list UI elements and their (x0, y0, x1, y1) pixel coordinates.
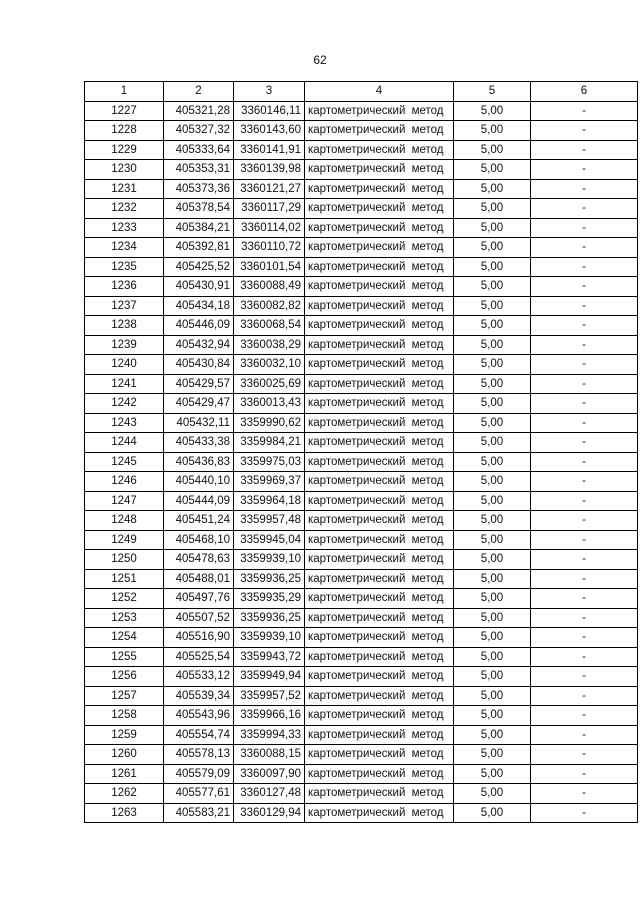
accuracy-cell: 5,00 (454, 647, 531, 667)
x-coordinate-cell: 405384,21 (164, 218, 234, 238)
accuracy-cell: 5,00 (454, 316, 531, 336)
table-row (85, 355, 638, 375)
note-cell: - (531, 335, 638, 355)
y-coordinate-cell: 3359945,04 (234, 530, 305, 550)
table-row (85, 257, 638, 277)
y-coordinate-cell: 3360143,60 (234, 121, 305, 141)
point-number-cell: 1246 (85, 472, 164, 492)
point-number-cell: 1233 (85, 218, 164, 238)
y-coordinate-cell: 3360117,29 (234, 199, 305, 219)
x-coordinate-cell: 405433,38 (164, 433, 234, 453)
note-cell: - (531, 355, 638, 375)
note-cell: - (531, 608, 638, 628)
point-number-cell: 1227 (85, 101, 164, 121)
accuracy-cell: 5,00 (454, 238, 531, 258)
point-number-cell: 1238 (85, 316, 164, 336)
note-cell: - (531, 569, 638, 589)
y-coordinate-cell: 3359957,48 (234, 511, 305, 531)
point-number-cell: 1256 (85, 667, 164, 687)
method-cell: картометрический метод (305, 316, 454, 336)
table-row (85, 218, 638, 238)
point-number-cell: 1247 (85, 491, 164, 511)
point-number-cell: 1260 (85, 745, 164, 765)
note-cell: - (531, 589, 638, 609)
table-row (85, 491, 638, 511)
point-number-cell: 1229 (85, 140, 164, 160)
note-cell: - (531, 257, 638, 277)
note-cell: - (531, 706, 638, 726)
table-row (85, 179, 638, 199)
table-row (85, 296, 638, 316)
note-cell: - (531, 374, 638, 394)
point-number-cell: 1248 (85, 511, 164, 531)
table-row (85, 394, 638, 414)
point-number-cell: 1262 (85, 784, 164, 804)
accuracy-cell: 5,00 (454, 179, 531, 199)
y-coordinate-cell: 3360101,54 (234, 257, 305, 277)
note-cell: - (531, 803, 638, 823)
x-coordinate-cell: 405497,76 (164, 589, 234, 609)
y-coordinate-cell: 3360088,15 (234, 745, 305, 765)
note-cell: - (531, 296, 638, 316)
table-row (85, 140, 638, 160)
table-row (85, 452, 638, 472)
y-coordinate-cell: 3359936,25 (234, 608, 305, 628)
method-cell: картометрический метод (305, 472, 454, 492)
y-coordinate-cell: 3359939,10 (234, 550, 305, 570)
point-number-cell: 1250 (85, 550, 164, 570)
method-cell: картометрический метод (305, 706, 454, 726)
y-coordinate-cell: 3359949,94 (234, 667, 305, 687)
point-number-cell: 1241 (85, 374, 164, 394)
point-number-cell: 1251 (85, 569, 164, 589)
table-header-row (85, 82, 638, 102)
x-coordinate-cell: 405554,74 (164, 725, 234, 745)
x-coordinate-cell: 405488,01 (164, 569, 234, 589)
table-row (85, 803, 638, 823)
point-number-cell: 1255 (85, 647, 164, 667)
y-coordinate-cell: 3360038,29 (234, 335, 305, 355)
method-cell: картометрический метод (305, 647, 454, 667)
table-row (85, 569, 638, 589)
accuracy-cell: 5,00 (454, 784, 531, 804)
accuracy-cell: 5,00 (454, 121, 531, 141)
note-cell: - (531, 530, 638, 550)
method-cell: картометрический метод (305, 686, 454, 706)
note-cell: - (531, 725, 638, 745)
table-row (85, 199, 638, 219)
table-row (85, 530, 638, 550)
accuracy-cell: 5,00 (454, 667, 531, 687)
note-cell: - (531, 647, 638, 667)
y-coordinate-cell: 3360068,54 (234, 316, 305, 336)
point-number-cell: 1263 (85, 803, 164, 823)
method-cell: картометрический метод (305, 511, 454, 531)
accuracy-cell: 5,00 (454, 335, 531, 355)
method-cell: картометрический метод (305, 160, 454, 180)
x-coordinate-cell: 405429,47 (164, 394, 234, 414)
point-number-cell: 1245 (85, 452, 164, 472)
x-coordinate-cell: 405525,54 (164, 647, 234, 667)
note-cell: - (531, 277, 638, 297)
note-cell: - (531, 745, 638, 765)
method-cell: картометрический метод (305, 725, 454, 745)
note-cell: - (531, 394, 638, 414)
accuracy-cell: 5,00 (454, 764, 531, 784)
accuracy-cell: 5,00 (454, 160, 531, 180)
method-cell: картометрический метод (305, 764, 454, 784)
accuracy-cell: 5,00 (454, 277, 531, 297)
accuracy-cell: 5,00 (454, 140, 531, 160)
note-cell: - (531, 179, 638, 199)
x-coordinate-cell: 405373,36 (164, 179, 234, 199)
point-number-cell: 1242 (85, 394, 164, 414)
note-cell: - (531, 413, 638, 433)
table-row (85, 725, 638, 745)
column-header: 5 (454, 82, 531, 102)
accuracy-cell: 5,00 (454, 569, 531, 589)
point-number-cell: 1249 (85, 530, 164, 550)
accuracy-cell: 5,00 (454, 608, 531, 628)
accuracy-cell: 5,00 (454, 472, 531, 492)
y-coordinate-cell: 3359994,33 (234, 725, 305, 745)
table-row (85, 706, 638, 726)
method-cell: картометрический метод (305, 335, 454, 355)
y-coordinate-cell: 3359975,03 (234, 452, 305, 472)
column-header: 2 (164, 82, 234, 102)
accuracy-cell: 5,00 (454, 706, 531, 726)
y-coordinate-cell: 3359969,37 (234, 472, 305, 492)
point-number-cell: 1243 (85, 413, 164, 433)
x-coordinate-cell: 405432,11 (164, 413, 234, 433)
table-row (85, 277, 638, 297)
method-cell: картометрический метод (305, 667, 454, 687)
coordinates-table (84, 81, 638, 823)
point-number-cell: 1234 (85, 238, 164, 258)
method-cell: картометрический метод (305, 413, 454, 433)
accuracy-cell: 5,00 (454, 218, 531, 238)
method-cell: картометрический метод (305, 628, 454, 648)
note-cell: - (531, 764, 638, 784)
point-number-cell: 1231 (85, 179, 164, 199)
method-cell: картометрический метод (305, 101, 454, 121)
table-row (85, 686, 638, 706)
note-cell: - (531, 238, 638, 258)
x-coordinate-cell: 405425,52 (164, 257, 234, 277)
accuracy-cell: 5,00 (454, 491, 531, 511)
x-coordinate-cell: 405430,91 (164, 277, 234, 297)
y-coordinate-cell: 3360121,27 (234, 179, 305, 199)
method-cell: картометрический метод (305, 394, 454, 414)
note-cell: - (531, 491, 638, 511)
x-coordinate-cell: 405507,52 (164, 608, 234, 628)
note-cell: - (531, 140, 638, 160)
x-coordinate-cell: 405579,09 (164, 764, 234, 784)
accuracy-cell: 5,00 (454, 394, 531, 414)
method-cell: картометрический метод (305, 569, 454, 589)
table-row (85, 413, 638, 433)
accuracy-cell: 5,00 (454, 355, 531, 375)
accuracy-cell: 5,00 (454, 413, 531, 433)
y-coordinate-cell: 3359936,25 (234, 569, 305, 589)
x-coordinate-cell: 405321,28 (164, 101, 234, 121)
y-coordinate-cell: 3360082,82 (234, 296, 305, 316)
x-coordinate-cell: 405478,63 (164, 550, 234, 570)
table-body (85, 101, 638, 823)
x-coordinate-cell: 405446,09 (164, 316, 234, 336)
point-number-cell: 1237 (85, 296, 164, 316)
method-cell: картометрический метод (305, 140, 454, 160)
x-coordinate-cell: 405333,64 (164, 140, 234, 160)
accuracy-cell: 5,00 (454, 296, 531, 316)
table-row (85, 550, 638, 570)
point-number-cell: 1254 (85, 628, 164, 648)
method-cell: картометрический метод (305, 374, 454, 394)
method-cell: картометрический метод (305, 179, 454, 199)
accuracy-cell: 5,00 (454, 511, 531, 531)
point-number-cell: 1258 (85, 706, 164, 726)
x-coordinate-cell: 405378,54 (164, 199, 234, 219)
point-number-cell: 1228 (85, 121, 164, 141)
note-cell: - (531, 218, 638, 238)
page-number: 62 (313, 53, 327, 67)
x-coordinate-cell: 405539,34 (164, 686, 234, 706)
x-coordinate-cell: 405392,81 (164, 238, 234, 258)
accuracy-cell: 5,00 (454, 374, 531, 394)
y-coordinate-cell: 3359966,16 (234, 706, 305, 726)
y-coordinate-cell: 3360139,98 (234, 160, 305, 180)
method-cell: картометрический метод (305, 355, 454, 375)
x-coordinate-cell: 405432,94 (164, 335, 234, 355)
table-row (85, 745, 638, 765)
table-row (85, 784, 638, 804)
y-coordinate-cell: 3360110,72 (234, 238, 305, 258)
x-coordinate-cell: 405468,10 (164, 530, 234, 550)
x-coordinate-cell: 405434,18 (164, 296, 234, 316)
point-number-cell: 1253 (85, 608, 164, 628)
note-cell: - (531, 316, 638, 336)
x-coordinate-cell: 405429,57 (164, 374, 234, 394)
table-row (85, 160, 638, 180)
method-cell: картометрический метод (305, 296, 454, 316)
method-cell: картометрический метод (305, 433, 454, 453)
y-coordinate-cell: 3359990,62 (234, 413, 305, 433)
note-cell: - (531, 101, 638, 121)
note-cell: - (531, 686, 638, 706)
note-cell: - (531, 784, 638, 804)
table-row (85, 647, 638, 667)
accuracy-cell: 5,00 (454, 745, 531, 765)
accuracy-cell: 5,00 (454, 628, 531, 648)
table-row (85, 316, 638, 336)
note-cell: - (531, 121, 638, 141)
y-coordinate-cell: 3360127,48 (234, 784, 305, 804)
x-coordinate-cell: 405327,32 (164, 121, 234, 141)
point-number-cell: 1230 (85, 160, 164, 180)
point-number-cell: 1236 (85, 277, 164, 297)
x-coordinate-cell: 405577,61 (164, 784, 234, 804)
note-cell: - (531, 550, 638, 570)
accuracy-cell: 5,00 (454, 803, 531, 823)
x-coordinate-cell: 405440,10 (164, 472, 234, 492)
table-row (85, 667, 638, 687)
table-row (85, 472, 638, 492)
table-row (85, 335, 638, 355)
y-coordinate-cell: 3360097,90 (234, 764, 305, 784)
accuracy-cell: 5,00 (454, 686, 531, 706)
x-coordinate-cell: 405444,09 (164, 491, 234, 511)
x-coordinate-cell: 405353,31 (164, 160, 234, 180)
accuracy-cell: 5,00 (454, 589, 531, 609)
accuracy-cell: 5,00 (454, 550, 531, 570)
method-cell: картометрический метод (305, 745, 454, 765)
y-coordinate-cell: 3359957,52 (234, 686, 305, 706)
x-coordinate-cell: 405578,13 (164, 745, 234, 765)
y-coordinate-cell: 3360114,02 (234, 218, 305, 238)
note-cell: - (531, 472, 638, 492)
method-cell: картометрический метод (305, 530, 454, 550)
y-coordinate-cell: 3359984,21 (234, 433, 305, 453)
note-cell: - (531, 628, 638, 648)
table-row (85, 433, 638, 453)
y-coordinate-cell: 3360088,49 (234, 277, 305, 297)
column-header: 6 (531, 82, 638, 102)
note-cell: - (531, 452, 638, 472)
x-coordinate-cell: 405451,24 (164, 511, 234, 531)
y-coordinate-cell: 3359939,10 (234, 628, 305, 648)
method-cell: картометрический метод (305, 199, 454, 219)
table-row (85, 764, 638, 784)
table-row (85, 238, 638, 258)
method-cell: картометрический метод (305, 121, 454, 141)
point-number-cell: 1257 (85, 686, 164, 706)
x-coordinate-cell: 405543,96 (164, 706, 234, 726)
point-number-cell: 1239 (85, 335, 164, 355)
method-cell: картометрический метод (305, 218, 454, 238)
point-number-cell: 1240 (85, 355, 164, 375)
point-number-cell: 1235 (85, 257, 164, 277)
method-cell: картометрический метод (305, 452, 454, 472)
method-cell: картометрический метод (305, 491, 454, 511)
table-row (85, 121, 638, 141)
method-cell: картометрический метод (305, 784, 454, 804)
method-cell: картометрический метод (305, 589, 454, 609)
y-coordinate-cell: 3360146,11 (234, 101, 305, 121)
method-cell: картометрический метод (305, 608, 454, 628)
point-number-cell: 1244 (85, 433, 164, 453)
y-coordinate-cell: 3360013,43 (234, 394, 305, 414)
x-coordinate-cell: 405430,84 (164, 355, 234, 375)
accuracy-cell: 5,00 (454, 452, 531, 472)
point-number-cell: 1261 (85, 764, 164, 784)
y-coordinate-cell: 3359943,72 (234, 647, 305, 667)
table-row (85, 628, 638, 648)
method-cell: картометрический метод (305, 257, 454, 277)
table-row (85, 511, 638, 531)
method-cell: картометрический метод (305, 238, 454, 258)
y-coordinate-cell: 3360032,10 (234, 355, 305, 375)
accuracy-cell: 5,00 (454, 199, 531, 219)
accuracy-cell: 5,00 (454, 433, 531, 453)
point-number-cell: 1232 (85, 199, 164, 219)
point-number-cell: 1259 (85, 725, 164, 745)
point-number-cell: 1252 (85, 589, 164, 609)
x-coordinate-cell: 405533,12 (164, 667, 234, 687)
note-cell: - (531, 160, 638, 180)
column-header: 4 (305, 82, 454, 102)
accuracy-cell: 5,00 (454, 101, 531, 121)
method-cell: картометрический метод (305, 803, 454, 823)
column-header: 3 (234, 82, 305, 102)
table-row (85, 101, 638, 121)
y-coordinate-cell: 3360025,69 (234, 374, 305, 394)
column-header: 1 (85, 82, 164, 102)
x-coordinate-cell: 405583,21 (164, 803, 234, 823)
note-cell: - (531, 433, 638, 453)
note-cell: - (531, 511, 638, 531)
x-coordinate-cell: 405436,83 (164, 452, 234, 472)
table-row (85, 374, 638, 394)
note-cell: - (531, 667, 638, 687)
y-coordinate-cell: 3359964,18 (234, 491, 305, 511)
note-cell: - (531, 199, 638, 219)
y-coordinate-cell: 3359935,29 (234, 589, 305, 609)
method-cell: картометрический метод (305, 550, 454, 570)
table-row (85, 608, 638, 628)
accuracy-cell: 5,00 (454, 725, 531, 745)
x-coordinate-cell: 405516,90 (164, 628, 234, 648)
method-cell: картометрический метод (305, 277, 454, 297)
y-coordinate-cell: 3360141,91 (234, 140, 305, 160)
table-row (85, 589, 638, 609)
accuracy-cell: 5,00 (454, 530, 531, 550)
y-coordinate-cell: 3360129,94 (234, 803, 305, 823)
accuracy-cell: 5,00 (454, 257, 531, 277)
